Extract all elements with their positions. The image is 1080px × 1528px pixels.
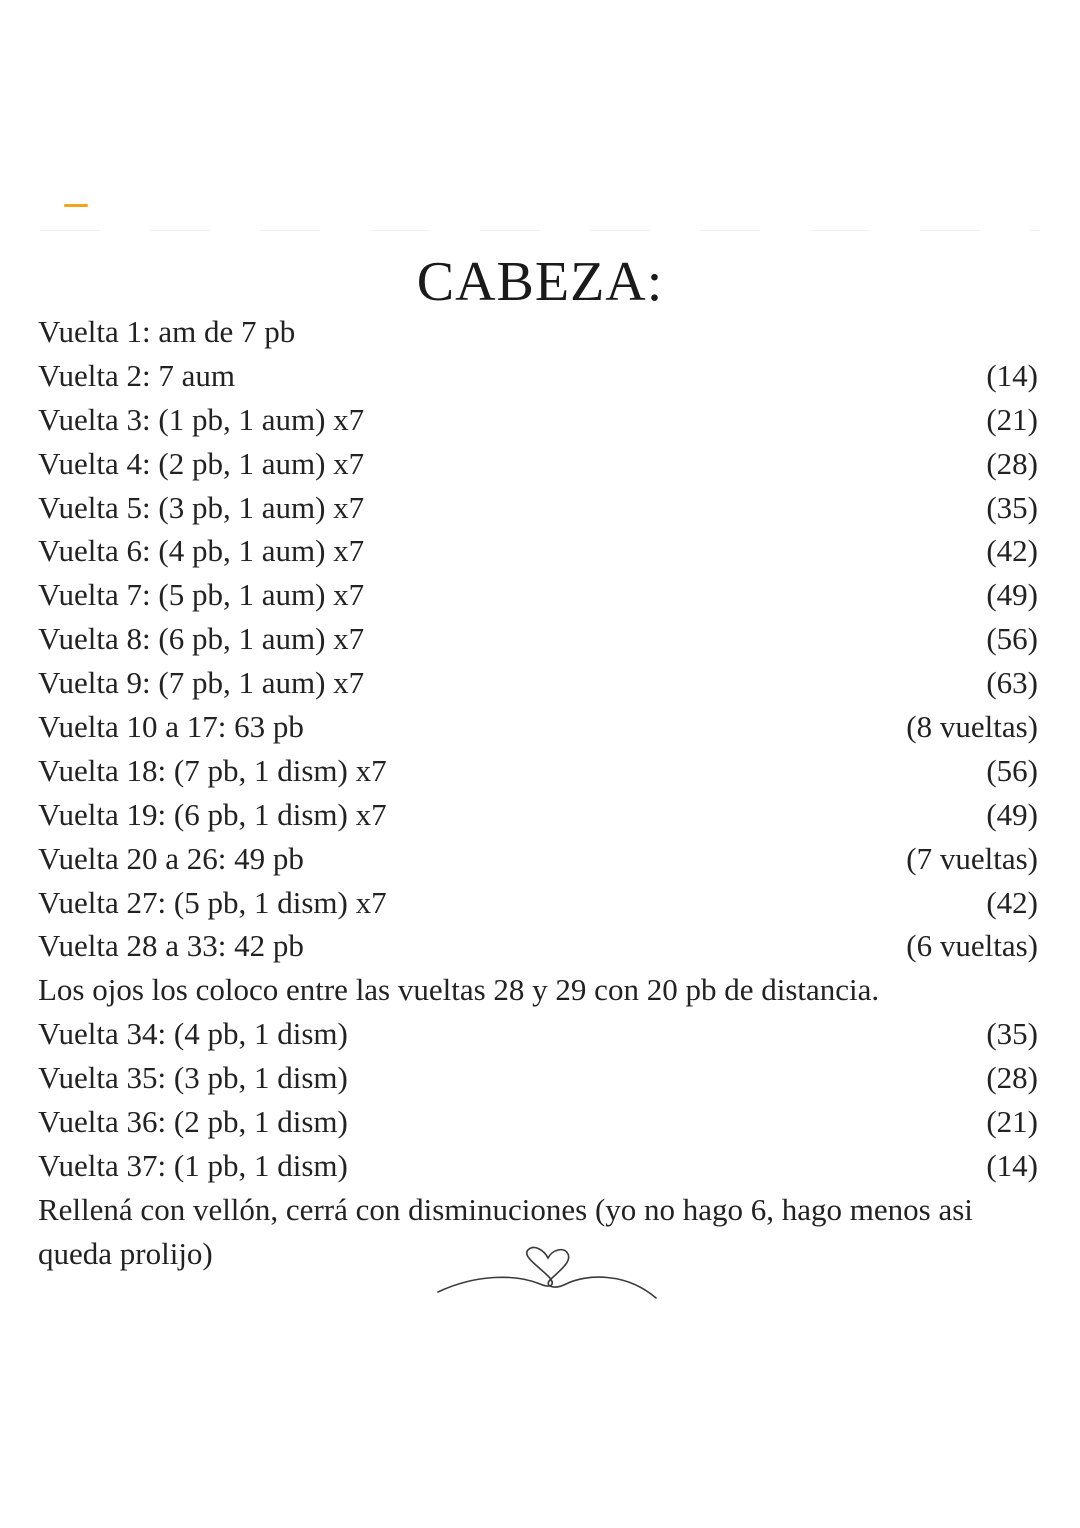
stitch-count: (21) bbox=[986, 401, 1038, 437]
round-row bbox=[38, 661, 1046, 705]
round-row bbox=[38, 705, 1046, 749]
stitch-count: (28) bbox=[986, 1060, 1038, 1096]
round-instruction: Vuelta 37: (1 pb, 1 dism) bbox=[38, 1147, 348, 1183]
stitch-count: (35) bbox=[986, 489, 1038, 525]
round-row bbox=[38, 1144, 1046, 1188]
round-row bbox=[38, 617, 1046, 661]
round-instruction: Vuelta 18: (7 pb, 1 dism) x7 bbox=[38, 752, 387, 788]
round-instruction: Vuelta 5: (3 pb, 1 aum) x7 bbox=[38, 489, 365, 525]
stitch-count: (8 vueltas) bbox=[906, 709, 1038, 745]
stitch-count: (14) bbox=[986, 1147, 1038, 1183]
pattern-instructions bbox=[38, 310, 1046, 1276]
round-row bbox=[38, 442, 1046, 486]
round-list-decrease bbox=[38, 1012, 1046, 1188]
round-instruction: Vuelta 3: (1 pb, 1 aum) x7 bbox=[38, 401, 365, 437]
stitch-count: (6 vueltas) bbox=[906, 928, 1038, 964]
round-instruction: Vuelta 35: (3 pb, 1 dism) bbox=[38, 1060, 348, 1096]
round-row bbox=[38, 1100, 1046, 1144]
round-instruction: Vuelta 6: (4 pb, 1 aum) x7 bbox=[38, 533, 365, 569]
stitch-count: (49) bbox=[986, 796, 1038, 832]
round-instruction: Vuelta 9: (7 pb, 1 aum) x7 bbox=[38, 665, 365, 701]
stitch-count: (21) bbox=[986, 1104, 1038, 1140]
heart-swirl-divider-icon bbox=[436, 1244, 658, 1302]
round-row bbox=[38, 793, 1046, 837]
stitch-count: (14) bbox=[986, 357, 1038, 393]
round-row bbox=[38, 881, 1046, 925]
round-row bbox=[38, 837, 1046, 881]
round-instruction: Vuelta 1: am de 7 pb bbox=[38, 314, 296, 349]
page-title: CABEZA: bbox=[416, 251, 664, 313]
round-instruction: Vuelta 34: (4 pb, 1 dism) bbox=[38, 1016, 348, 1052]
round-instruction: Vuelta 28 a 33: 42 pb bbox=[38, 928, 304, 964]
round-instruction: Vuelta 4: (2 pb, 1 aum) x7 bbox=[38, 445, 365, 481]
round-row bbox=[38, 1012, 1046, 1056]
round-row bbox=[38, 529, 1046, 573]
round-row bbox=[38, 486, 1046, 530]
stitch-count: (63) bbox=[986, 665, 1038, 701]
stitch-count: (42) bbox=[986, 884, 1038, 920]
stitch-count: (28) bbox=[986, 445, 1038, 481]
accent-dash bbox=[64, 204, 88, 207]
stitch-count: (35) bbox=[986, 1016, 1038, 1052]
round-instruction: Vuelta 20 a 26: 49 pb bbox=[38, 840, 304, 876]
closing-note: Rellená con vellón, cerrá con disminuciones (yo no hago 6, hago menos asi queda prolijo) bbox=[38, 1191, 973, 1271]
round-instruction: Vuelta 36: (2 pb, 1 dism) bbox=[38, 1104, 348, 1140]
round-list bbox=[38, 310, 1046, 968]
stitch-count: (56) bbox=[986, 621, 1038, 657]
stitch-count: (7 vueltas) bbox=[906, 840, 1038, 876]
round-row bbox=[38, 354, 1046, 398]
round-row bbox=[38, 310, 1046, 354]
round-row bbox=[38, 1056, 1046, 1100]
round-instruction: Vuelta 10 a 17: 63 pb bbox=[38, 709, 304, 745]
round-instruction: Vuelta 19: (6 pb, 1 dism) x7 bbox=[38, 796, 387, 832]
faint-divider-line bbox=[40, 230, 1040, 231]
round-instruction: Vuelta 7: (5 pb, 1 aum) x7 bbox=[38, 577, 365, 613]
stitch-count: (49) bbox=[986, 577, 1038, 613]
round-instruction: Vuelta 8: (6 pb, 1 aum) x7 bbox=[38, 621, 365, 657]
round-instruction: Vuelta 27: (5 pb, 1 dism) x7 bbox=[38, 884, 387, 920]
eyes-note: Los ojos los coloco entre las vueltas 28 y 29 con 20 pb de distancia. bbox=[38, 972, 880, 1008]
round-row bbox=[38, 573, 1046, 617]
stitch-count: (42) bbox=[986, 533, 1038, 569]
stitch-count: (56) bbox=[986, 752, 1038, 788]
round-instruction: Vuelta 2: 7 aum bbox=[38, 357, 236, 393]
round-row bbox=[38, 924, 1046, 968]
round-row bbox=[38, 398, 1046, 442]
round-row bbox=[38, 749, 1046, 793]
